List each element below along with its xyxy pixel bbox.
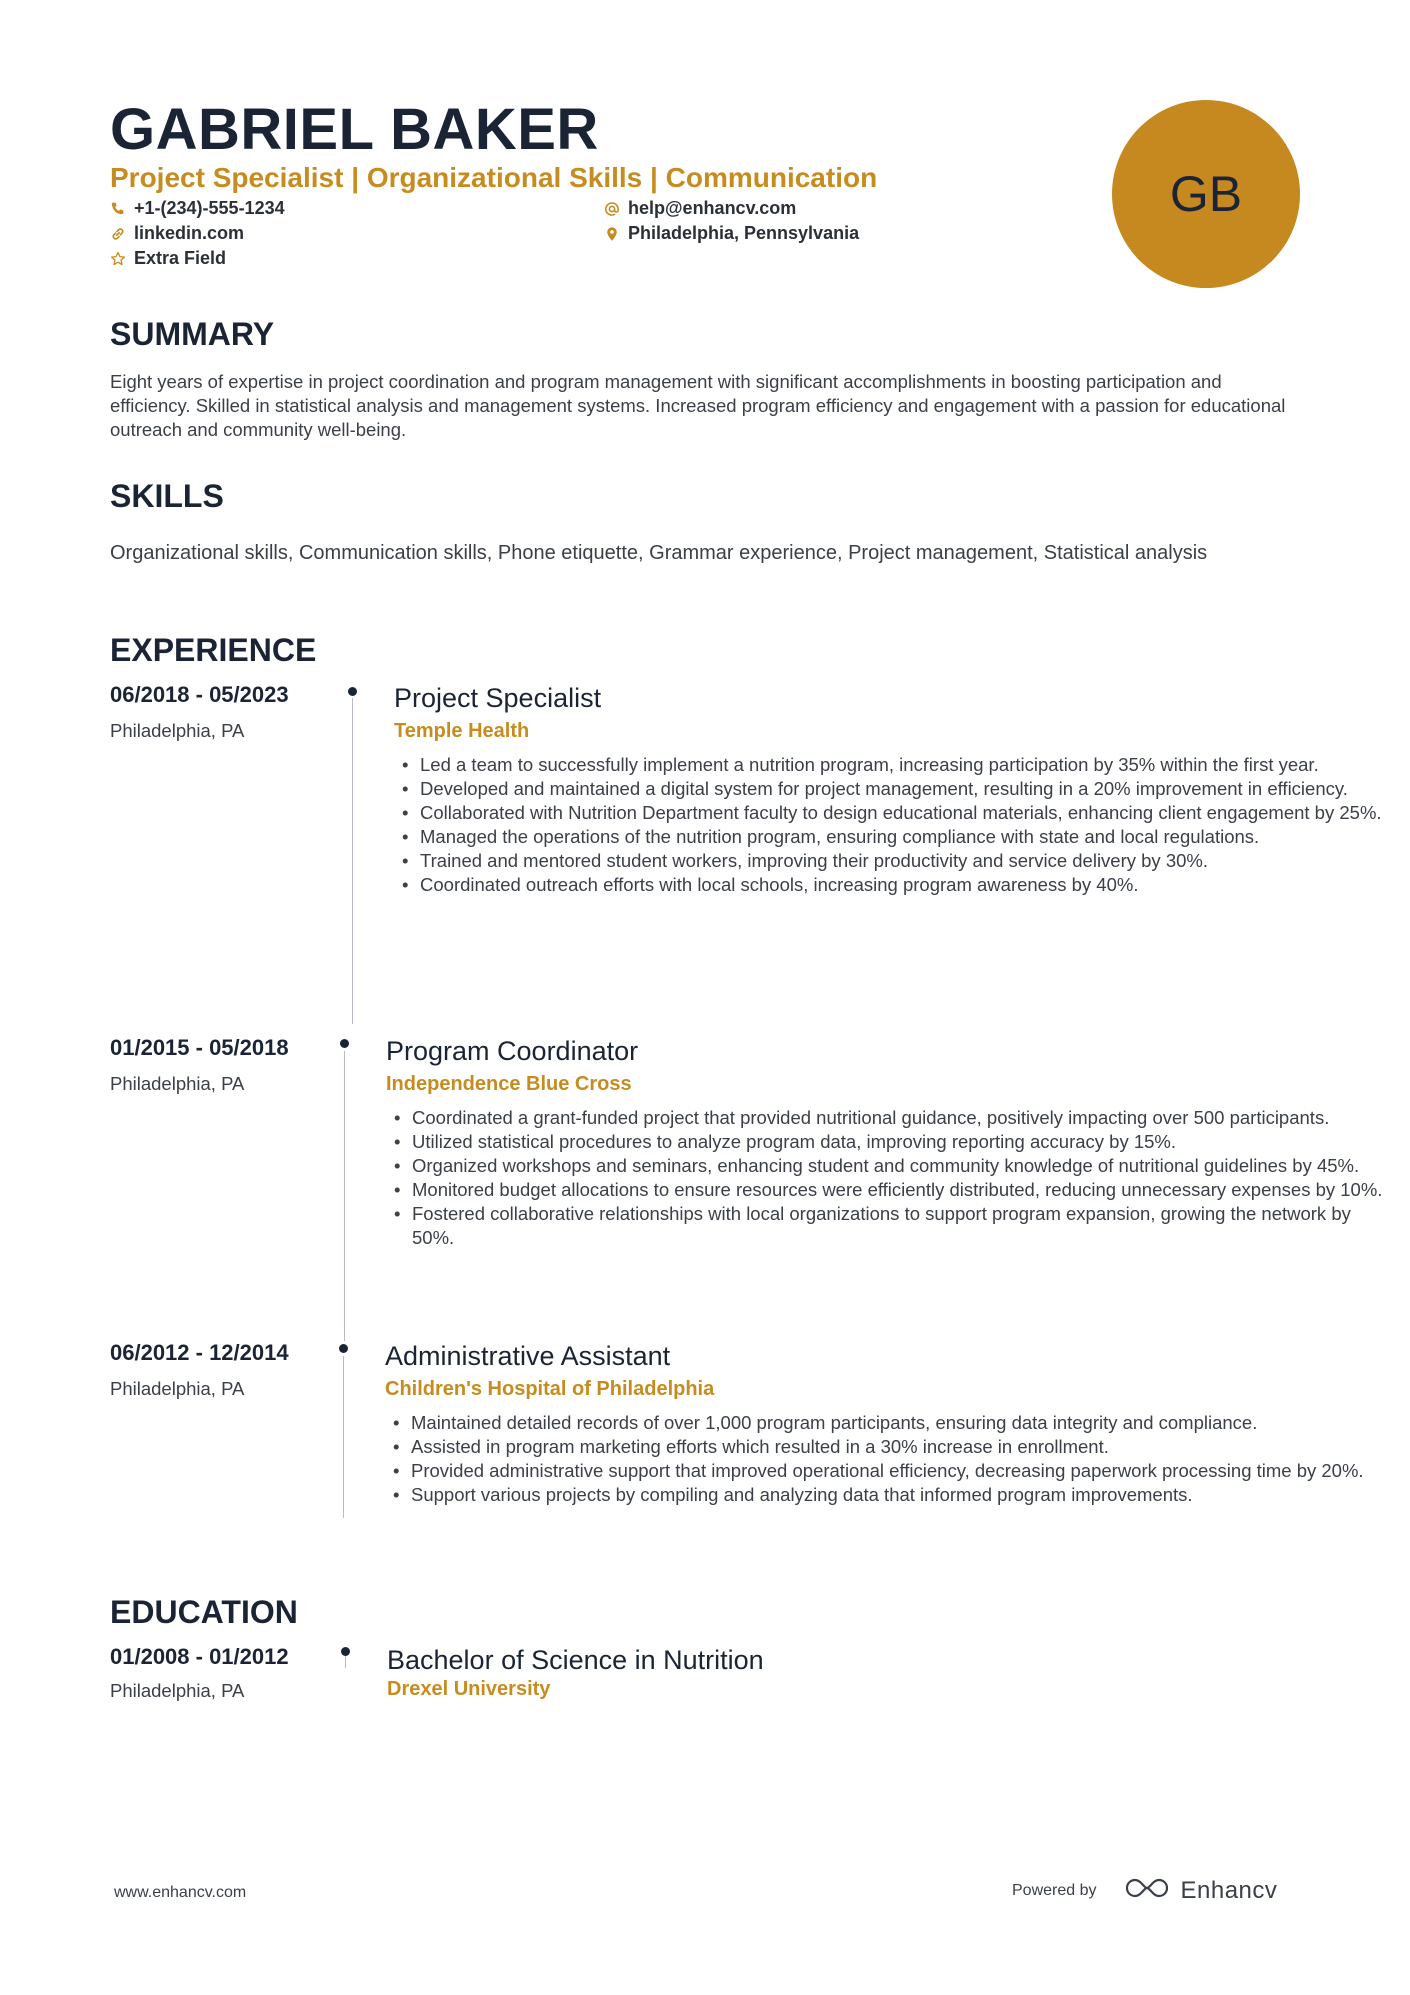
education-body	[387, 1644, 1387, 1701]
enhancv-logo-icon	[1123, 1874, 1181, 1907]
experience-body	[386, 1035, 1386, 1250]
education-location: Philadelphia, PA	[110, 1680, 245, 1701]
link-icon	[110, 226, 126, 242]
experience-heading: EXPERIENCE	[110, 632, 317, 668]
contact-email[interactable]	[604, 198, 796, 219]
experience-date: 06/2018 - 05/2023	[110, 682, 289, 707]
phone-text: +1-(234)-555-1234	[134, 198, 285, 218]
experience-company: Independence Blue Cross	[386, 1073, 632, 1095]
timeline-dot	[339, 1344, 348, 1353]
experience-role: Project Specialist	[394, 683, 602, 713]
experience-bullets	[385, 1411, 1385, 1507]
bullet: • Maintained detailed records of over 1,000 program participants, ensuring data integrity and compliance.	[385, 1411, 1385, 1435]
education-school: Drexel University	[387, 1678, 551, 1700]
experience-role: Administrative Assistant	[385, 1341, 671, 1371]
timeline-line	[352, 698, 353, 1024]
education-degree: Bachelor of Science in Nutrition	[387, 1645, 764, 1675]
experience-company: Temple Health	[394, 720, 530, 742]
timeline-dot	[341, 1647, 350, 1656]
skills-text: Organizational skills, Communication skills, Phone etiquette, Grammar experience, Project management, Statistical analysis	[110, 542, 1208, 564]
timeline-line	[345, 1656, 346, 1668]
bullet: • Collaborated with Nutrition Department faculty to design educational materials, enhancing client engagement by 25%.	[394, 801, 1384, 825]
contact-linkedin[interactable]	[110, 223, 244, 244]
extra-text: Extra Field	[134, 248, 227, 268]
experience-bullets	[386, 1106, 1386, 1250]
contact-phone[interactable]	[110, 198, 285, 219]
timeline-line	[344, 1051, 345, 1341]
brand-name: Enhancv	[1180, 1876, 1278, 1904]
bullet: • Support various projects by compiling and analyzing data that informed program improvements.	[385, 1483, 1385, 1507]
contact-info	[110, 198, 1010, 278]
bullet: • Coordinated a grant-funded project that provided nutritional guidance, positively impacting over 500 participants.	[386, 1106, 1386, 1130]
bullet: • Led a team to successfully implement a nutrition program, increasing participation by 35% within the first year.	[394, 753, 1384, 777]
experience-body	[385, 1340, 1385, 1507]
bullet: • Provided administrative support that improved operational efficiency, decreasing paperwork processing time by 20%.	[385, 1459, 1385, 1483]
powered-by-label: Powered by	[1012, 1881, 1097, 1899]
linkedin-text: linkedin.com	[134, 223, 245, 243]
contact-extra	[110, 248, 226, 269]
timeline-dot	[348, 687, 357, 696]
summary-heading: SUMMARY	[110, 316, 275, 352]
phone-icon	[110, 201, 126, 217]
footer-branding[interactable]	[1012, 1874, 1277, 1907]
experience-location: Philadelphia, PA	[110, 1378, 245, 1399]
bullet: • Managed the operations of the nutrition program, ensuring compliance with state and local regulations.	[394, 825, 1384, 849]
timeline-dot	[340, 1039, 349, 1048]
candidate-name: GABRIEL BAKER	[110, 97, 599, 162]
avatar-initials: GB	[1169, 166, 1243, 222]
summary-text: Eight years of expertise in project coordination and program management with significant accomplishments in boosting participation and efficiency. Skilled in statistical analysis and management systems. Increased program efficiency and engagement with a passion for educational outreach and community well-being.	[110, 371, 1286, 440]
experience-location: Philadelphia, PA	[110, 1073, 245, 1094]
star-icon	[110, 251, 126, 267]
timeline-line	[343, 1356, 344, 1518]
map-pin-icon	[604, 226, 620, 242]
bullet: • Utilized statistical procedures to analyze program data, improving reporting accuracy by 15%.	[386, 1130, 1386, 1154]
experience-date: 01/2015 - 05/2018	[110, 1035, 289, 1060]
experience-location: Philadelphia, PA	[110, 720, 245, 741]
education-date: 01/2008 - 01/2012	[110, 1644, 289, 1669]
bullet: • Coordinated outreach efforts with local schools, increasing program awareness by 40%.	[394, 873, 1384, 897]
at-icon	[604, 201, 620, 217]
bullet: • Organized workshops and seminars, enhancing student and community knowledge of nutritional guidelines by 45%.	[386, 1154, 1386, 1178]
footer-website[interactable]: www.enhancv.com	[114, 1884, 247, 1901]
experience-bullets	[394, 753, 1384, 897]
experience-company: Children's Hospital of Philadelphia	[385, 1378, 715, 1400]
email-text: help@enhancv.com	[628, 198, 797, 218]
experience-role: Program Coordinator	[386, 1036, 639, 1066]
education-heading: EDUCATION	[110, 1594, 298, 1630]
experience-body	[394, 682, 1384, 897]
bullet: • Developed and maintained a digital system for project management, resulting in a 20% improvement in efficiency.	[394, 777, 1384, 801]
skills-heading: SKILLS	[110, 478, 224, 514]
bullet: • Fostered collaborative relationships with local organizations to support program expansion, growing the network by 50%.	[386, 1202, 1386, 1250]
experience-date: 06/2012 - 12/2014	[110, 1340, 289, 1365]
headline: Project Specialist | Organizational Skills | Communication	[110, 162, 878, 193]
contact-location	[604, 223, 859, 244]
bullet: • Trained and mentored student workers, improving their productivity and service delivery by 30%.	[394, 849, 1384, 873]
location-text: Philadelphia, Pennsylvania	[628, 223, 860, 243]
avatar	[1112, 100, 1300, 288]
bullet: • Monitored budget allocations to ensure resources were efficiently distributed, reducing unnecessary expenses by 10%.	[386, 1178, 1386, 1202]
bullet: • Assisted in program marketing efforts which resulted in a 30% increase in enrollment.	[385, 1435, 1385, 1459]
